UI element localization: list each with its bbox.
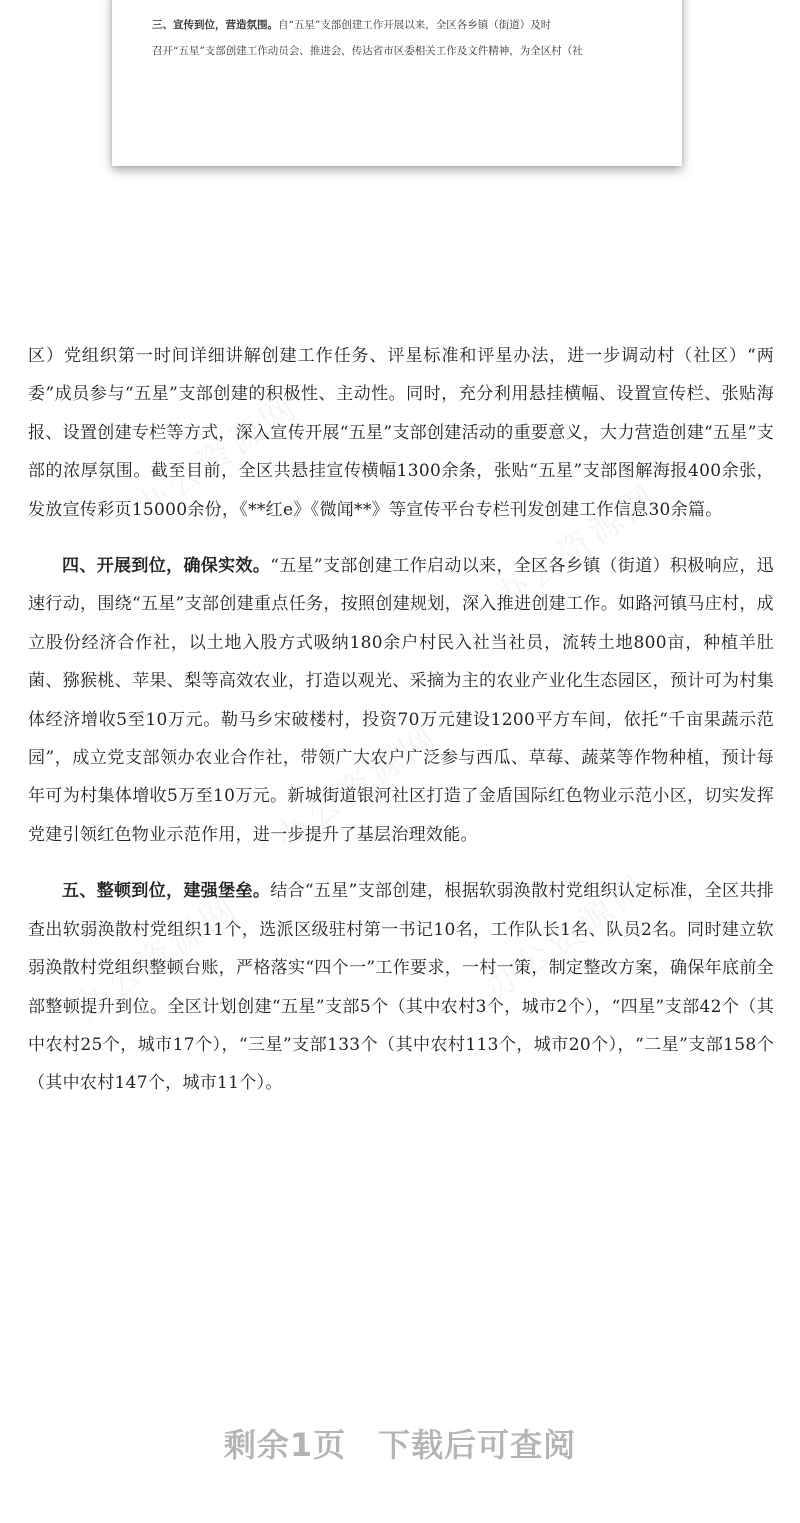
section-4-text: “五星”支部创建工作启动以来，全区各乡镇（街道）积极响应，迅速行动，围绕“五星”支部创建重点任务，按照创建规划，深入推进创建工作。如路河镇马庄村，成立股份经济合作社，以土地入股方式吸纳180余户村民入社当社员，流转土地800亩，种植羊肚菌、猕猴桃、苹果、梨等高效农业，打造以观光、采摘为主的农业产业化生态园区，预计可为村集体经济增收5至10万元。勒马乡宋破楼村，投资70万元建设1200平方车间，依托“千亩果蔬示范园”，成立党支部领办农业合作社，带领广大农户广泛参与西瓜、草莓、蔬菜等作物种植，预计每年可为村集体增收5万至10万元。新城街道银河社区打造了金盾国际红色物业示范小区，切实发挥党建引领红色物业示范作用，进一步提升了基层治理效能。: [28, 556, 774, 845]
section-5-heading: 五、整顿到位，建强堡垒。: [62, 881, 271, 902]
page-preview-card: [112, 0, 682, 166]
preview-line-2: 召开“五星”支部创建工作动员会、推进会，传达省市区委相关工作及文件精神，为全区村（社: [152, 45, 583, 57]
preview-text: [152, 12, 652, 64]
document-body: [28, 337, 774, 1103]
download-prompt[interactable]: [0, 1420, 800, 1466]
paragraph-3-continuation: 区）党组织第一时间详细讲解创建工作任务、评星标准和评星办法，进一步调动村（社区）“两委”成员参与“五星”支部创建的积极性、主动性。同时，充分利用悬挂横幅、设置宣传栏、张贴海报、设置创建专栏等方式，深入宣传开展“五星”支部创建活动的重要意义，大力营造创建“五星”支部的浓厚氛围。截至目前，全区共悬挂宣传横幅1300余条，张贴“五星”支部图解海报400余张，发放宣传彩页15000余份，《**红e》《微闻**》等宣传平台专栏刊发创建工作信息30余篇。: [28, 346, 774, 520]
download-to-view-label: 下载后可查阅: [378, 1426, 577, 1464]
section-4-heading: 四、开展到位，确保实效。: [62, 556, 271, 577]
preview-line1-rest: 自“五星”支部创建工作开展以来，全区各乡镇（街道）及时: [278, 19, 552, 31]
paragraph-5: [28, 872, 774, 1102]
preview-line-1: [152, 12, 652, 38]
preview-heading: 三、宣传到位，营造氛围。: [152, 19, 278, 31]
paragraph-4: [28, 547, 774, 854]
section-5-text: 结合“五星”支部创建，根据软弱涣散村党组织认定标准，全区共排查出软弱涣散村党组织11个，选派区级驻村第一书记10名，工作队长1名、队员2名。同时建立软弱涣散村党组织整顿台账，严格落实“四个一”工作要求，一村一策，制定整改方案，确保年底前全部整顿提升到位。全区计划创建“五星”支部5个（其中农村3个，城市2个），“四星”支部42个（其中农村25个，城市17个），“三星”支部133个（其中农村113个，城市20个），“二星”支部158个（其中农村147个，城市11个）。: [28, 881, 774, 1094]
remaining-pages-label: 剩余1页: [223, 1426, 347, 1464]
